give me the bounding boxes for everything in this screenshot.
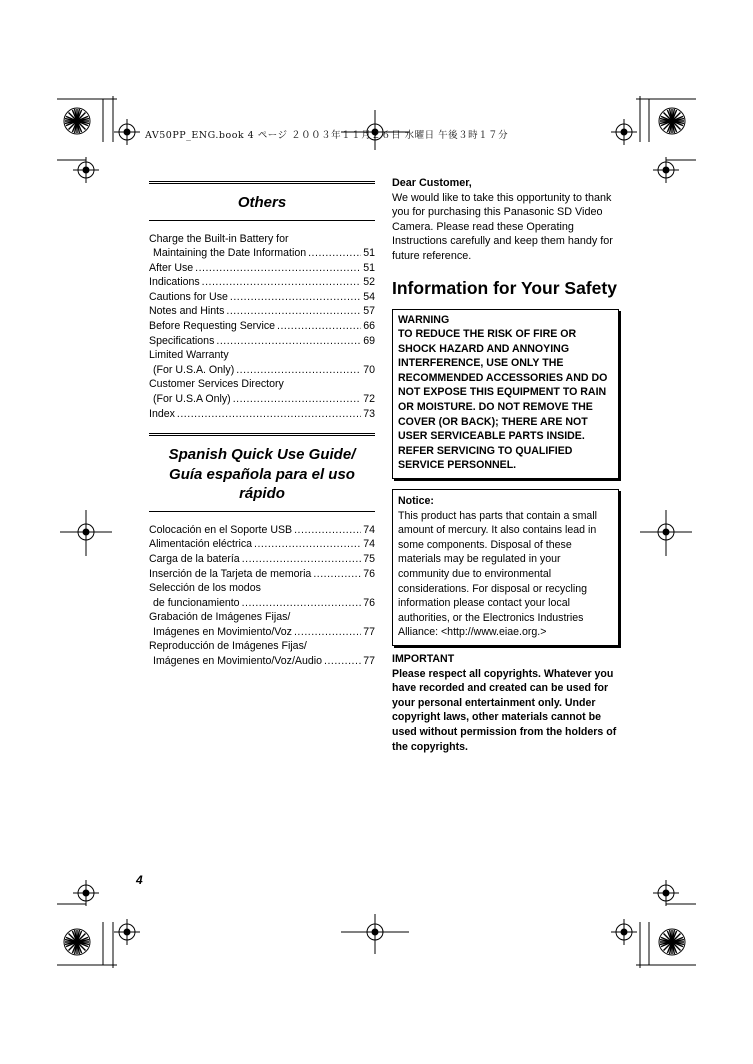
toc-entry-title: Imágenes en Movimiento/Voz <box>153 625 292 638</box>
toc-leader-dots <box>230 290 361 305</box>
toc-leader-dots <box>294 523 361 538</box>
greeting-body: We would like to take this opportunity to thank you for purchasing this Panasonic SD Video Camera. Please read these Operating Instructions carefully and keep them handy for future reference. <box>392 191 613 262</box>
toc-leader-dots <box>324 654 361 669</box>
toc-leader-dots <box>313 567 361 582</box>
toc-entry-title: Inserción de la Tarjeta de memoria <box>149 567 312 580</box>
toc-entry-page: 74 <box>363 523 375 536</box>
toc-entry-title: Specifications <box>149 334 215 347</box>
spanish-toc <box>149 523 375 669</box>
toc-entry-page: 77 <box>363 655 375 668</box>
toc-leader-dots <box>277 319 361 334</box>
others-toc <box>149 232 375 422</box>
toc-entry-page: 74 <box>363 538 375 551</box>
toc-entry-page: 75 <box>363 552 375 565</box>
greeting-title: Dear Customer, <box>392 177 472 189</box>
toc-entry-page: 70 <box>363 363 375 376</box>
toc-leader-dots <box>294 625 361 640</box>
toc-entry <box>149 232 375 247</box>
toc-entry <box>149 625 375 640</box>
toc-entry-title: (For U.S.A Only) <box>153 393 231 406</box>
warning-box <box>392 309 619 480</box>
important-section <box>392 652 620 754</box>
toc-entry <box>149 363 375 378</box>
toc-entry <box>149 407 375 422</box>
toc-entry-title: Cautions for Use <box>149 290 228 303</box>
toc-leader-dots <box>242 552 362 567</box>
toc-entry-title: Maintaining the Date Information <box>153 247 307 260</box>
safety-column <box>392 176 620 754</box>
toc-entry-page: 73 <box>363 407 375 420</box>
toc-entry <box>149 319 375 334</box>
toc-entry-title: (For U.S.A. Only) <box>153 363 235 376</box>
toc-entry <box>149 275 375 290</box>
toc-entry-page: 76 <box>363 596 375 609</box>
toc-entry-title: Notes and Hints <box>149 305 225 318</box>
toc-entry <box>149 261 375 276</box>
warning-title: WARNING <box>398 313 450 326</box>
toc-leader-dots <box>254 537 361 552</box>
toc-entry <box>149 552 375 567</box>
toc-entry-title: After Use <box>149 261 194 274</box>
safety-heading: Information for Your Safety <box>392 278 617 298</box>
toc-entry-title: Carga de la batería <box>149 552 240 565</box>
toc-leader-dots <box>233 392 362 407</box>
toc-entry-title: Reproducción de Imágenes Fijas/ <box>149 640 307 653</box>
spanish-heading-line: Guía española para el uso <box>169 465 355 483</box>
toc-entry <box>149 523 375 538</box>
toc-entry-title: Index <box>149 407 175 420</box>
toc-entry-title: Grabación de Imágenes Fijas/ <box>149 611 291 624</box>
toc-entry <box>149 246 375 261</box>
toc-entry-page: 72 <box>363 393 375 406</box>
toc-leader-dots <box>226 304 361 319</box>
toc-entry <box>149 537 375 552</box>
toc-entry-title: Charge the Built-in Battery for <box>149 232 289 245</box>
toc-entry-title: Limited Warranty <box>149 349 229 362</box>
spanish-heading <box>149 433 375 512</box>
toc-entry-title: Alimentación eléctrica <box>149 538 253 551</box>
toc-entry <box>149 290 375 305</box>
toc-entry-title: de funcionamiento <box>153 596 240 609</box>
toc-leader-dots <box>242 596 362 611</box>
warning-text: TO REDUCE THE RISK OF FIRE OR SHOCK HAZARD AND ANNOYING INTERFERENCE, USE ONLY THE RECOMMENDED ACCESSORIES AND DO NOT EXPOSE THIS EQUIPMENT TO RAIN OR MOISTURE. DO NOT REMOVE THE COVER (OR BACK); THERE ARE NOT USER SERVICEABLE PARTS INSIDE. REFER SERVICING TO QUALIFIED SERVICE PERSONNEL. <box>398 328 608 472</box>
notice-text: This product has parts that contain a small amount of mercury. It also contains lead in some components. Disposal of these materials may be regulated in your community due to environmental considerations. For disposal or recycling information please contact your local authorities, or the Electronics Industries Alliance: <http://www.eiae.org.> <box>398 509 598 639</box>
toc-entry-title: Colocación en el Soporte USB <box>149 523 293 536</box>
spanish-heading-line: rápido <box>239 485 285 503</box>
toc-entry-page: 77 <box>363 625 375 638</box>
toc-entry <box>149 610 375 625</box>
toc-entry <box>149 304 375 319</box>
toc-leader-dots <box>216 334 361 349</box>
toc-entry <box>149 334 375 349</box>
toc-entry <box>149 596 375 611</box>
toc-entry-page: 66 <box>363 320 375 333</box>
toc-entry-page: 54 <box>363 290 375 303</box>
print-header: AV50PP_ENG.book 4 ページ ２００３年１１月２６日 水曜日 午後３時１７分 <box>145 130 509 141</box>
toc-entry-title: Before Requesting Service <box>149 320 276 333</box>
toc-leader-dots <box>177 407 361 422</box>
page-number: 4 <box>136 873 143 887</box>
spanish-heading-line: Spanish Quick Use Guide/ <box>168 446 356 464</box>
toc-entry <box>149 377 375 392</box>
toc-leader-dots <box>236 363 361 378</box>
important-title: IMPORTANT <box>392 652 455 665</box>
important-text: Please respect all copyrights. Whatever you have recorded and created can be used for your personal entertainment only. Under copyright laws, other materials cannot be used without permission from the holders of the copyrights. <box>392 667 617 753</box>
others-heading <box>149 181 375 221</box>
toc-entry-page: 51 <box>363 247 375 260</box>
toc-entry-page: 57 <box>363 305 375 318</box>
toc-entry-title: Customer Services Directory <box>149 378 284 391</box>
toc-column <box>149 181 375 669</box>
toc-leader-dots <box>308 246 361 261</box>
toc-entry-page: 52 <box>363 276 375 289</box>
toc-entry-page: 76 <box>363 567 375 580</box>
notice-box <box>392 489 619 646</box>
notice-title: Notice: <box>398 495 434 508</box>
toc-entry-title: Imágenes en Movimiento/Voz/Audio <box>153 655 323 668</box>
toc-entry <box>149 654 375 669</box>
toc-entry <box>149 639 375 654</box>
toc-entry-title: Selección de los modos <box>149 582 261 595</box>
toc-entry-page: 69 <box>363 334 375 347</box>
toc-entry-title: Indications <box>149 276 200 289</box>
others-heading-text: Others <box>237 194 287 211</box>
toc-entry <box>149 567 375 582</box>
toc-entry <box>149 392 375 407</box>
toc-entry-page: 51 <box>363 261 375 274</box>
toc-entry <box>149 348 375 363</box>
toc-leader-dots <box>195 261 361 276</box>
toc-entry <box>149 581 375 596</box>
toc-leader-dots <box>202 275 362 290</box>
